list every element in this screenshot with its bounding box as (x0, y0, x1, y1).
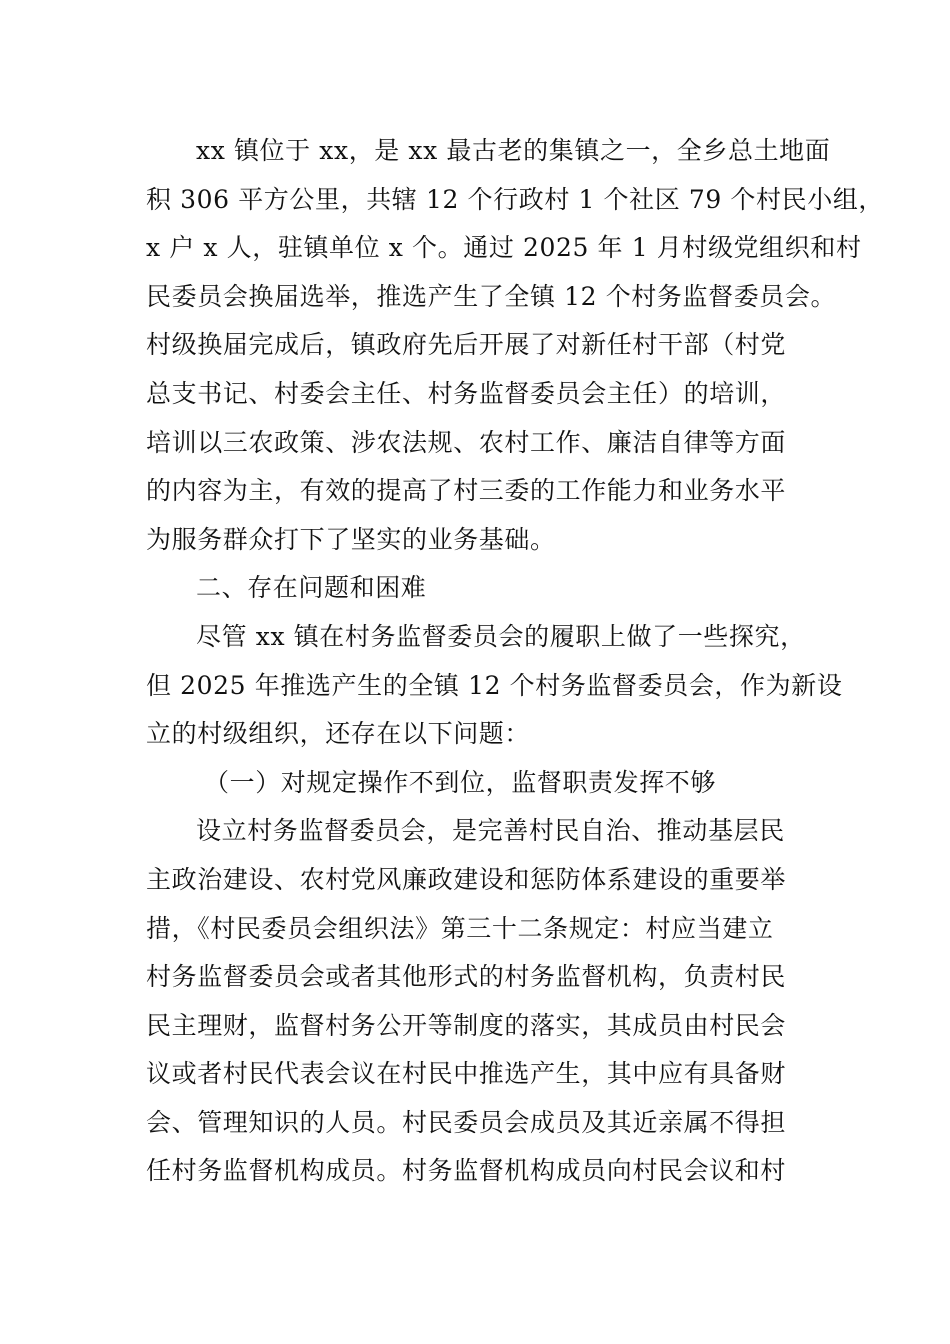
paragraph-line: 民委员会换届选举，推选产生了全镇 12 个村务监督委员会。 (146, 281, 837, 311)
paragraph-line: 积 306 平方公里，共辖 12 个行政村 1 个社区 79 个村民小组， (146, 184, 885, 214)
paragraph-line: 设立村务监督委员会，是完善村民自治、推动基层民 (196, 816, 785, 846)
paragraph-line: 任村务监督机构成员。村务监督机构成员向村民会议和村 (146, 1156, 787, 1186)
paragraph-line: x 户 x 人，驻镇单位 x 个。通过 2025 年 1 月村级党组织和村 (146, 233, 862, 263)
paragraph-line: 措，《村民委员会组织法》第三十二条规定：村应当建立 (146, 913, 774, 943)
paragraph-line: 为服务群众打下了坚实的业务基础。 (146, 524, 556, 554)
paragraph-line: xx 镇位于 xx，是 xx 最古老的集镇之一，全乡总土地面 (196, 136, 831, 165)
paragraph-line: 总支书记、村委会主任、村务监督委员会主任）的培训， (146, 378, 787, 408)
section-heading: 二、存在问题和困难 (196, 573, 427, 603)
subsection-heading: （一）对规定操作不到位，监督职责发挥不够 (204, 767, 717, 797)
paragraph-line: 议或者村民代表会议在村民中推选产生，其中应有具备财 (146, 1059, 787, 1089)
paragraph-line: 但 2025 年推选产生的全镇 12 个村务监督委员会，作为新设 (146, 670, 843, 700)
document-body (146, 127, 885, 1196)
paragraph-line: 培训以三农政策、涉农法规、农村工作、廉洁自律等方面 (146, 427, 787, 457)
paragraph-line: 民主理财，监督村务公开等制度的落实，其成员由村民会 (146, 1010, 787, 1040)
paragraph-line: 的内容为主，有效的提高了村三委的工作能力和业务水平 (146, 476, 787, 506)
paragraph-line: 会、管理知识的人员。村民委员会成员及其近亲属不得担 (146, 1107, 787, 1137)
paragraph-line: 尽管 xx 镇在村务监督委员会的履职上做了一些探究， (196, 621, 806, 651)
paragraph-line: 村级换届完成后，镇政府先后开展了对新任村干部（村党 (146, 330, 787, 360)
paragraph-line: 主政治建设、农村党风廉政建设和惩防体系建设的重要举 (146, 864, 787, 894)
paragraph-line: 村务监督委员会或者其他形式的村务监督机构，负责村民 (146, 962, 787, 992)
paragraph-line: 立的村级组织，还存在以下问题： (146, 719, 531, 749)
